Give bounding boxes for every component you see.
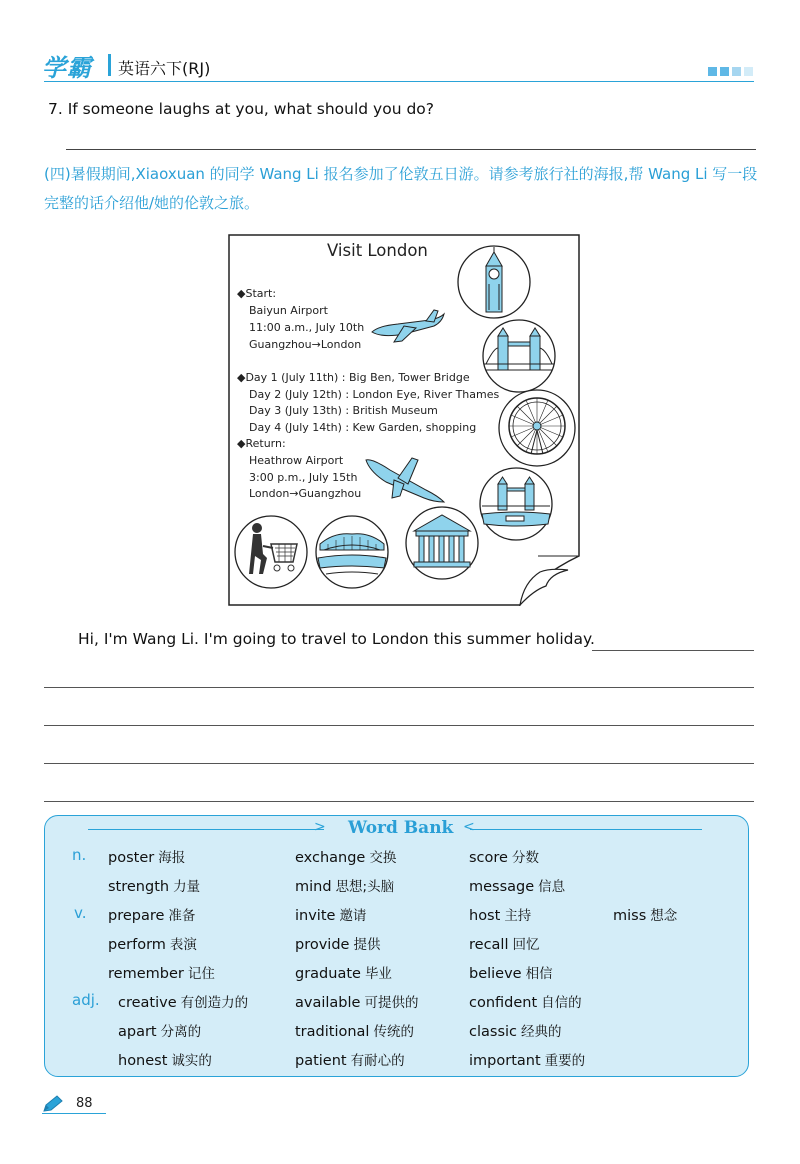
- answer-line[interactable]: [44, 687, 754, 688]
- writing-intro: Hi, I'm Wang Li. I'm going to travel to London this summer holiday.: [78, 630, 595, 648]
- tower-bridge-river-icon: [478, 466, 554, 542]
- word-entry: creative 有创造力的: [118, 995, 249, 1011]
- word-bank-title: Word Bank: [348, 818, 454, 838]
- word-entry: classic 经典的: [469, 1024, 562, 1040]
- writing-instruction: (四)暑假期间,Xiaoxuan 的同学 Wang Li 报名参加了伦敦五日游。请参考旅行社的海报,帮 Wang Li 写一段完整的话介绍他/她的伦敦之旅。: [44, 165, 758, 212]
- word-entry: confident 自信的: [469, 995, 582, 1011]
- poster-start-place: Baiyun Airport: [249, 304, 328, 317]
- header-decoration: [708, 67, 753, 76]
- british-museum-icon: [404, 505, 480, 581]
- word-entry: remember 记住: [108, 966, 215, 982]
- word-entry: exchange 交换: [295, 850, 397, 866]
- pos-verb: v.: [74, 904, 87, 922]
- poster-start-time: 11:00 a.m., July 10th: [249, 321, 365, 334]
- poster-title: Visit London: [327, 241, 428, 260]
- poster-day-1: ◆Day 1 (July 11th) : Big Ben, Tower Bridge: [237, 371, 470, 384]
- big-ben-icon: [456, 244, 532, 320]
- tower-bridge-icon: [480, 318, 558, 394]
- word-entry: available 可提供的: [295, 995, 419, 1011]
- word-entry: graduate 毕业: [295, 966, 392, 982]
- poster-start-label: ◆Start:: [237, 287, 277, 300]
- footer-rule: [42, 1113, 106, 1114]
- kew-garden-icon: [314, 514, 390, 590]
- arrow-left-icon: <: [463, 819, 475, 835]
- poster-return-place: Heathrow Airport: [249, 454, 344, 467]
- header-rule: [44, 81, 754, 82]
- word-entry: provide 提供: [295, 937, 381, 953]
- poster-return-route: London→Guangzhou: [249, 487, 362, 500]
- word-entry: prepare 准备: [108, 908, 196, 924]
- arrow-right-icon: >: [314, 819, 326, 835]
- word-entry: message 信息: [469, 879, 566, 895]
- word-entry: traditional 传统的: [295, 1024, 414, 1040]
- book-title: 英语六下(RJ): [118, 59, 211, 78]
- airplane-icon: [364, 452, 448, 506]
- word-entry: honest 诚实的: [118, 1053, 212, 1069]
- word-entry: apart 分离的: [118, 1024, 202, 1040]
- word-entry: host 主持: [469, 908, 532, 924]
- pos-noun: n.: [72, 846, 87, 864]
- word-entry: poster 海报: [108, 850, 186, 866]
- poster-start-route: Guangzhou→London: [249, 338, 362, 351]
- london-eye-icon: [497, 388, 577, 468]
- word-entry: mind 思想;头脑: [295, 879, 395, 895]
- poster-return-label: ◆Return:: [237, 437, 286, 450]
- word-entry: perform 表演: [108, 937, 197, 953]
- word-entry: believe 相信: [469, 966, 553, 982]
- word-entry: score 分数: [469, 850, 539, 866]
- pencil-icon: [42, 1095, 64, 1113]
- answer-line[interactable]: [592, 650, 754, 651]
- word-entry: miss 想念: [613, 908, 678, 924]
- poster-return-time: 3:00 p.m., July 15th: [249, 471, 358, 484]
- brand-logo: 学霸: [42, 54, 92, 82]
- page-number: 88: [76, 1096, 93, 1111]
- poster-day-4: Day 4 (July 14th) : Kew Garden, shopping: [249, 421, 477, 434]
- airplane-icon: [368, 308, 446, 344]
- shopping-cart-icon: [233, 514, 309, 590]
- word-bank-arrow-left: [88, 829, 324, 830]
- word-entry: invite 邀请: [295, 908, 367, 924]
- question-7: 7. If someone laughs at you, what should you do?: [48, 100, 435, 118]
- answer-line[interactable]: [44, 763, 754, 764]
- poster-day-2: Day 2 (July 12th) : London Eye, River Thames: [249, 388, 500, 401]
- answer-line[interactable]: [44, 725, 754, 726]
- word-entry: strength 力量: [108, 879, 201, 895]
- answer-line[interactable]: [44, 801, 754, 802]
- word-entry: recall 回忆: [469, 937, 540, 953]
- word-entry: patient 有耐心的: [295, 1053, 405, 1069]
- pos-adjective: adj.: [72, 991, 100, 1009]
- poster-day-3: Day 3 (July 13th) : British Museum: [249, 404, 438, 417]
- header-divider: [108, 54, 111, 76]
- word-entry: important 重要的: [469, 1053, 586, 1069]
- word-bank-arrow-right: [470, 829, 702, 830]
- answer-line[interactable]: [66, 149, 756, 150]
